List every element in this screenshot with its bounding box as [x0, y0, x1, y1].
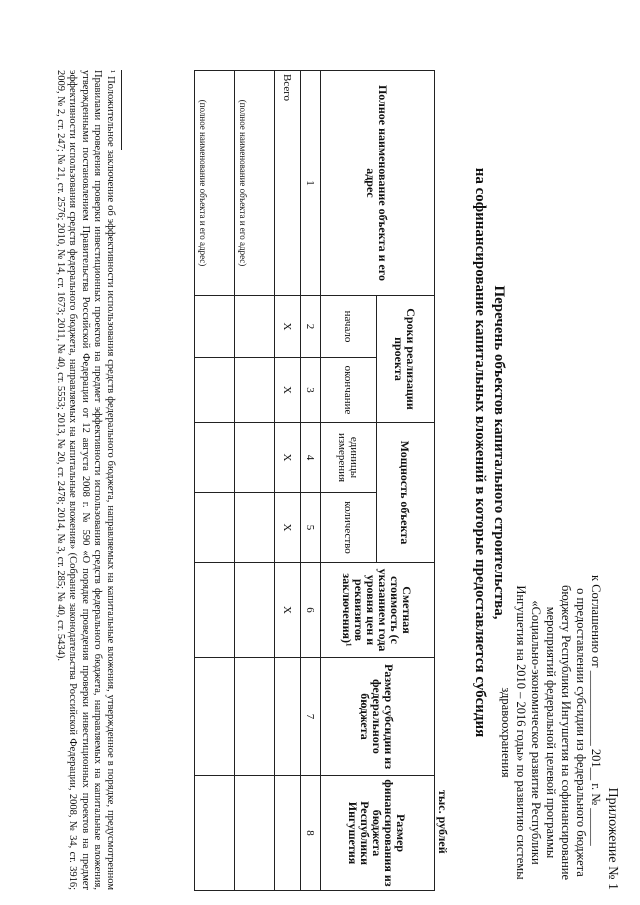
objects-table — [194, 70, 435, 891]
footnote-separator — [121, 70, 122, 150]
appendix-block — [498, 575, 620, 890]
header-object-name: Полное наименование объекта и его адрес — [321, 71, 435, 296]
table-row — [195, 71, 235, 891]
appendix-text: о предоставлении субсидии из федерального бюджета бюджету Республики Ингушетия на софинансирование мероприятий федеральной целевой программы «Социально-экономическое развитие Республики Ингушетия на 2010 – 2016 годы» по развитию системы здравоохранения — [499, 584, 588, 881]
total-row — [275, 71, 301, 891]
header-federal-subsidy: Размер субсидии из федерального бюджета — [321, 658, 435, 776]
column-number: 4 — [301, 423, 321, 493]
document-title-line2: на софинансирование капитальных вложений в которые предоставляется субсидия — [472, 167, 488, 738]
total-cell-cost: Х — [275, 563, 301, 658]
column-number: 5 — [301, 493, 321, 563]
column-number: 2 — [301, 296, 321, 358]
column-number: 3 — [301, 358, 321, 423]
total-cell-quantity: Х — [275, 493, 301, 563]
header-timeline: Сроки реализации проекта — [377, 296, 435, 423]
header-estimated-cost: Сметная стоимость (с указанием года уровня цен и реквизитов заключения)¹ — [321, 563, 435, 658]
total-cell-regional — [275, 776, 301, 891]
total-label: Всего — [275, 71, 301, 296]
table-row — [235, 71, 275, 891]
column-numbers-row — [301, 71, 321, 891]
total-cell-units: Х — [275, 423, 301, 493]
column-number: 7 — [301, 658, 321, 776]
header-regional-funding: Размер финансирования из бюджета Республики Ингушетия — [321, 776, 435, 891]
header-quantity: количество — [321, 493, 377, 563]
total-cell-subsidy — [275, 658, 301, 776]
appendix-title: Приложение № 1 — [605, 787, 620, 890]
object-name-hint: (полное наименование объекта и его адрес) — [195, 71, 235, 296]
document-title-line1: Перечень объектов капитального строительства, — [491, 285, 507, 620]
column-number: 6 — [301, 563, 321, 658]
agreement-line: к Соглашению от ____________ 201__ г. № ______ — [589, 575, 603, 846]
total-cell-start: Х — [275, 296, 301, 358]
header-capacity: Мощность объекта — [377, 423, 435, 563]
column-number: 1 — [301, 71, 321, 296]
header-units: единицы измерения — [321, 423, 377, 493]
column-number: 8 — [301, 776, 321, 891]
total-cell-end: Х — [275, 358, 301, 423]
footnote: ¹ Положительное заключение об эффективности использования средств федерального бюджета, направляемых на капитальные вложения, утвержденное в порядке, предусмотренном Правилами проведения проверки инвестиционных проектов на предмет эффективности использования средств федерального бюджета, направляемых на капитальные вложения, утвержденными постановлением Правительства Российской Федерации от 12 августа 2008 г. № 590 «О порядке проведения проверки инвестиционных проектов на предмет эффективности использования средств федерального бюджета, направляемых на капитальные вложения» (Собрание законодательства Российской Федерации, 2008, № 34, ст. 3916; 2009, № 2, ст. 247; № 21, ст. 2576; 2010, № 14, ст. 1673; 2011, № 40, ст. 5553; 2013, № 20, ст. 2478; 2014, № 3, ст. 285; № 40, ст. 5434). — [55, 70, 116, 890]
header-end: окончание — [321, 358, 377, 423]
header-start: начало — [321, 296, 377, 358]
units-label: тыс. рублей — [436, 790, 450, 854]
object-name-hint: (полное наименование объекта и его адрес) — [235, 71, 275, 296]
